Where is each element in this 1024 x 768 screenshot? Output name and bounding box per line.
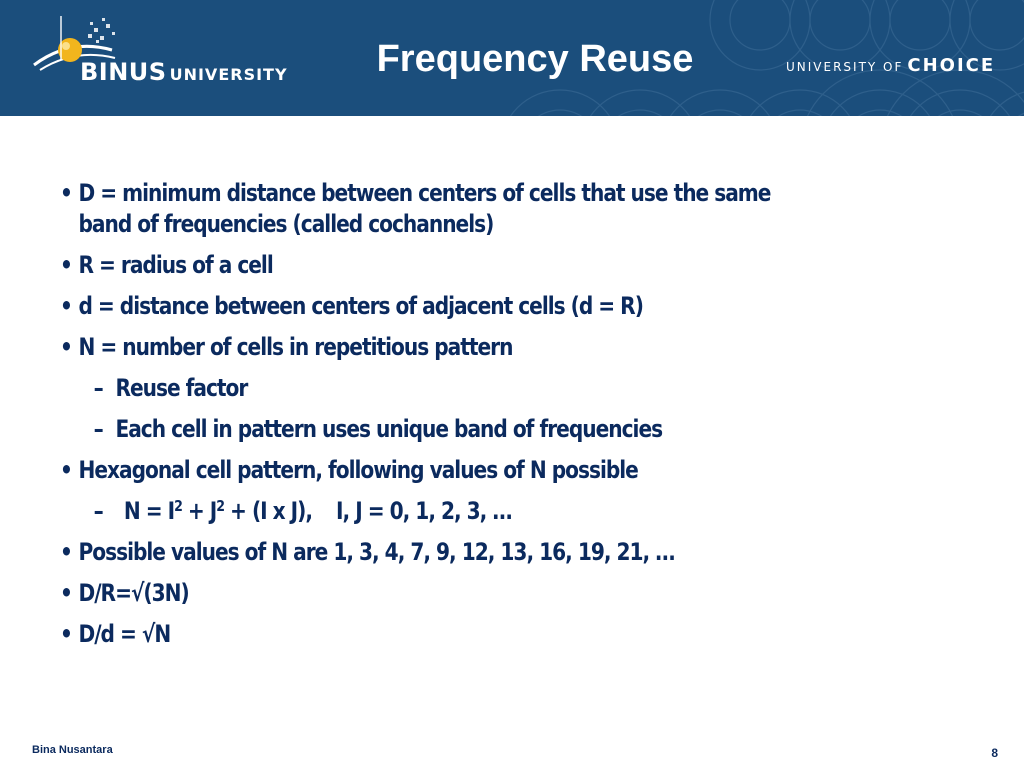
bullet-icon: •	[60, 251, 72, 279]
formula-part3: + (I x J), I, J = 0, 1, 2, 3, …	[224, 497, 512, 525]
bullet-icon: •	[60, 538, 72, 566]
bullet-text: band of frequencies (called cochannels)	[78, 210, 494, 238]
tagline-strong: CHOICE	[907, 55, 996, 76]
sub-bullet-item	[60, 373, 816, 404]
logo-text: BINUS	[80, 58, 167, 86]
bullet-item	[60, 578, 816, 609]
bullet-text: R = radius of a cell	[78, 251, 273, 279]
slide-title: Frequency Reuse	[376, 38, 694, 80]
sub-bullet-text: Each cell in pattern uses unique band of frequencies	[115, 415, 663, 443]
bullet-text: D/d = √N	[78, 620, 171, 648]
footer-source: Bina Nusantara	[32, 744, 113, 756]
sub-bullet-item	[60, 414, 816, 445]
bullet-text: Hexagonal cell pattern, following values of N possible	[78, 456, 638, 484]
bullet-text: N = number of cells in repetitious pattern	[78, 333, 513, 361]
bullet-item	[60, 250, 816, 281]
bullet-item	[60, 291, 816, 322]
tagline-prefix: UNIVERSITY OF	[786, 60, 904, 74]
dash-icon: –	[93, 374, 103, 402]
bullet-text: d = distance between centers of adjacent cells (d = R)	[78, 292, 643, 320]
bullet-item-continuation	[60, 209, 816, 240]
slide-header	[0, 0, 1024, 116]
formula-part2: + J	[181, 497, 217, 525]
bullet-icon: •	[60, 579, 72, 607]
bullet-item	[60, 455, 816, 486]
binus-logo	[30, 10, 310, 95]
formula-sup1: 2	[174, 497, 182, 515]
bullet-icon: •	[60, 292, 72, 320]
bullet-icon: •	[60, 456, 72, 484]
sub-bullet-item	[60, 496, 816, 527]
bullet-text: D = minimum distance between centers of cells that use the same	[78, 179, 771, 207]
bullet-icon: •	[60, 179, 72, 207]
sub-bullet-text: Reuse factor	[115, 374, 248, 402]
bullet-text: Possible values of N are 1, 3, 4, 7, 9, 12, 13, 16, 19, 21, …	[78, 538, 675, 566]
formula-text	[124, 497, 512, 525]
bullet-item	[60, 537, 816, 568]
dash-icon: –	[93, 497, 103, 525]
bullet-item	[60, 178, 816, 209]
logo-wordmark	[80, 58, 288, 86]
bullet-list	[60, 168, 960, 650]
bullet-text: D/R=√(3N)	[78, 579, 189, 607]
page-number: 8	[991, 746, 998, 760]
formula-part1: N = I	[123, 497, 175, 525]
bullet-item	[60, 619, 816, 650]
bullet-item	[60, 332, 816, 363]
tagline	[786, 55, 995, 76]
dash-icon: –	[93, 415, 103, 443]
formula-sup2: 2	[216, 497, 225, 515]
bullet-icon: •	[60, 333, 72, 361]
bullet-icon: •	[60, 620, 72, 648]
logo-suffix: UNIVERSITY	[169, 65, 288, 84]
